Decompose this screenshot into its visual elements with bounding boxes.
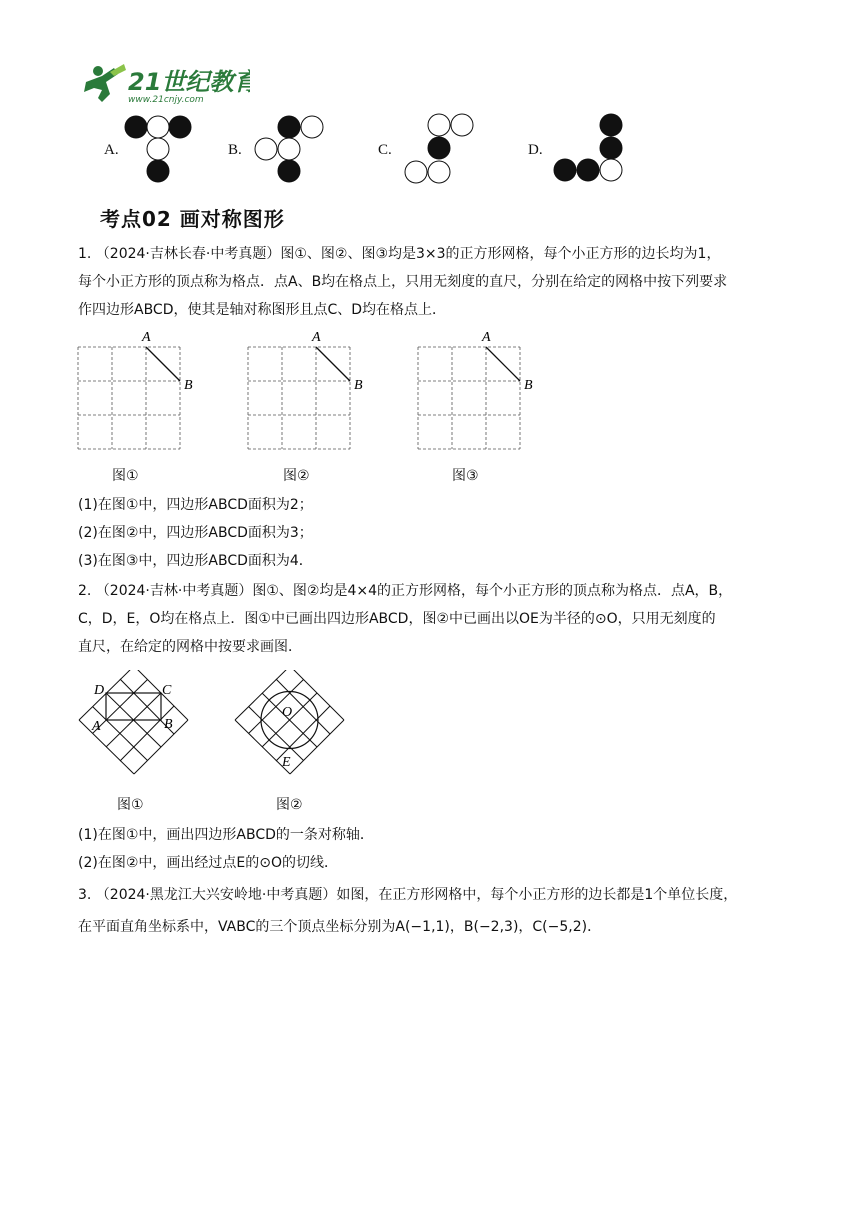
option-c-label: C. xyxy=(378,142,392,158)
option-b-circle xyxy=(278,138,300,160)
q1-fig2-caption: 图② xyxy=(283,468,310,484)
option-figures xyxy=(0,108,700,188)
q1-fig1-caption: 图① xyxy=(112,468,139,484)
option-c-circle xyxy=(405,161,427,183)
option-c-circle xyxy=(451,114,473,136)
segment-ab xyxy=(316,347,350,381)
option-d-circle xyxy=(600,137,622,159)
option-a-label: A. xyxy=(104,142,119,158)
q1-grid-3 xyxy=(418,330,533,449)
q2-label-e: E xyxy=(282,755,291,770)
q3-text-line-1: 3. （2024·黑龙江大兴安岭地·中考真题）如图，在正方形网格中，每个小正方形的边长都是1个单位长度， xyxy=(78,887,738,903)
q1-sub-2: (2)在图②中，四边形ABCD面积为3； xyxy=(78,525,313,541)
q2-text-line-3: 直尺，在给定的网格中按要求画图． xyxy=(78,639,302,655)
option-b-circle xyxy=(301,116,323,138)
option-d-circle xyxy=(600,114,622,136)
option-b-label: B. xyxy=(228,142,242,158)
option-c-circle xyxy=(428,161,450,183)
runner-icon xyxy=(84,64,126,102)
option-c-circle xyxy=(428,137,450,159)
q2-text-line-2: C，D，E，O均在格点上．图①中已画出四边形ABCD，图②中已画出以OE为半径的⊙O，只用无刻度的 xyxy=(78,611,716,627)
option-a-circle xyxy=(147,138,169,160)
segment-ab xyxy=(146,347,180,381)
q2-label-o: O xyxy=(282,705,293,720)
option-d-circle xyxy=(577,159,599,181)
q2-grid-figures xyxy=(70,670,370,780)
q1-grid-figures xyxy=(70,322,550,452)
q2-quadrilateral-abcd xyxy=(106,693,161,720)
option-c-circle xyxy=(428,114,450,136)
site-logo xyxy=(80,62,250,106)
section-title: 考点02 画对称图形 xyxy=(100,207,285,231)
q1-text-line-1: 1. （2024·吉林长春·中考真题）图①、图②、图③均是3×3的正方形网格，每个小正方形的边长均为1， xyxy=(78,246,721,262)
q2-label-c: C xyxy=(162,683,172,698)
option-d-label: D. xyxy=(528,142,543,158)
q2-sub-1: (1)在图①中，画出四边形ABCD的一条对称轴． xyxy=(78,827,374,843)
point-a-label: A xyxy=(142,330,151,345)
q1-grid-2 xyxy=(248,330,363,449)
q2-label-d: D xyxy=(94,683,105,698)
q2-sub-2: (2)在图②中，画出经过点E的⊙O的切线． xyxy=(78,855,338,871)
q1-sub-1: (1)在图①中，四边形ABCD面积为2； xyxy=(78,497,313,513)
segment-ab xyxy=(486,347,520,381)
point-a-label: A xyxy=(312,330,321,345)
option-b-circle xyxy=(278,116,300,138)
option-b-circle xyxy=(278,160,300,182)
q1-text-line-2: 每个小正方形的顶点称为格点．点A、B均在格点上，只用无刻度的直尺，分别在给定的网格中按下列要求 xyxy=(78,274,728,290)
option-b-circle xyxy=(255,138,277,160)
logo-brand: 21世纪教育 xyxy=(128,68,250,96)
option-a-circle xyxy=(147,116,169,138)
option-d-circle xyxy=(554,159,576,181)
q2-fig2-caption: 图② xyxy=(276,797,303,813)
q2-fig1-caption: 图① xyxy=(117,797,144,813)
point-b-label: B xyxy=(354,378,363,393)
q2-text-line-1: 2. （2024·吉林·中考真题）图①、图②均是4×4的正方形网格，每个小正方形的顶点称为格点．点A，B， xyxy=(78,583,733,599)
q2-label-a: A xyxy=(92,719,101,734)
q1-sub-3: (3)在图③中，四边形ABCD面积为4． xyxy=(78,553,313,569)
q1-text-line-3: 作四边形ABCD，使其是轴对称图形且点C、D均在格点上． xyxy=(78,302,447,318)
option-a-circle xyxy=(125,116,147,138)
option-a-circle xyxy=(147,160,169,182)
q3-text-line-2: 在平面直角坐标系中，VABC的三个顶点坐标分别为A(−1,1)，B(−2,3)，C(−5,2)． xyxy=(78,919,602,935)
point-b-label: B xyxy=(184,378,193,393)
logo-url: www.21cnjy.com xyxy=(128,95,204,105)
q1-fig3-caption: 图③ xyxy=(452,468,479,484)
point-a-label: A xyxy=(482,330,491,345)
option-d-circle xyxy=(600,159,622,181)
q2-label-b: B xyxy=(164,717,173,732)
point-b-label: B xyxy=(524,378,533,393)
q1-grid-1 xyxy=(78,330,193,449)
option-a-circle xyxy=(169,116,191,138)
